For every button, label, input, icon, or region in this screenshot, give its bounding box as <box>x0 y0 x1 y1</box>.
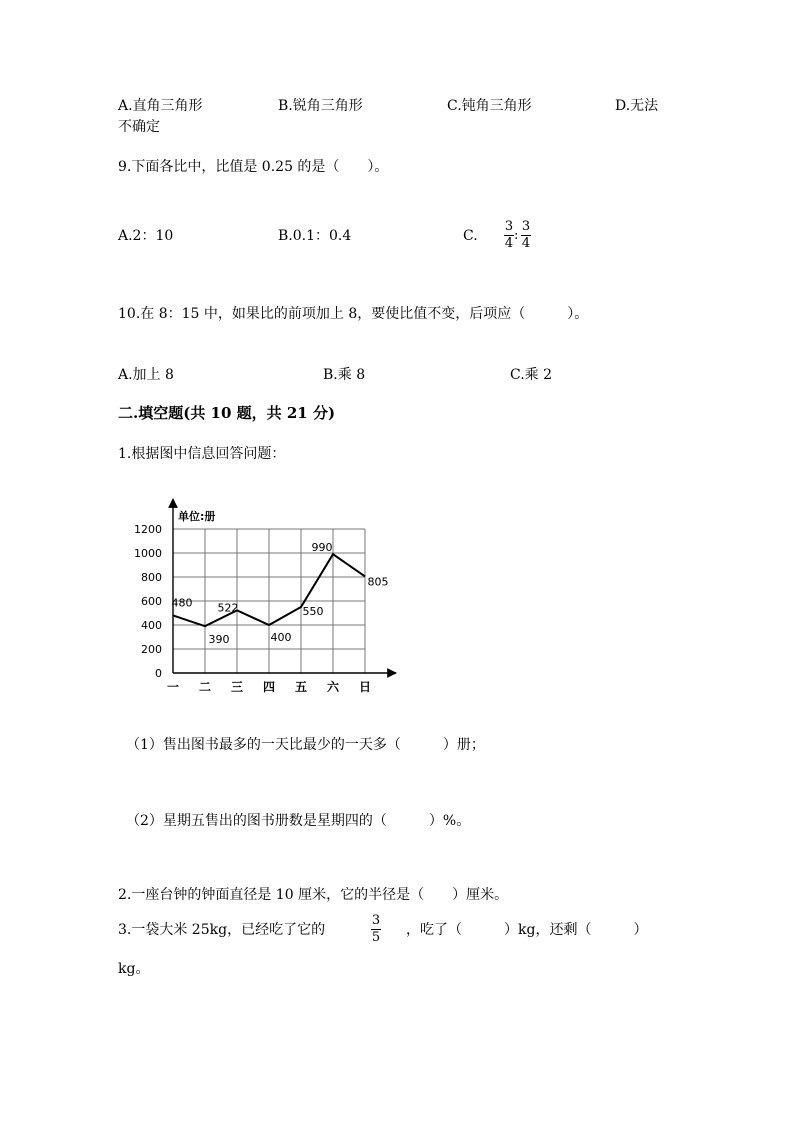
fq1-stem: 1.根据图中信息回答问题： <box>118 446 286 462</box>
fq3-line2: kg。 <box>118 961 150 977</box>
q9-option-b: B.0.1：0.4 <box>278 228 352 244</box>
q10-option-a: A.加上 8 <box>118 367 174 383</box>
data-labels <box>172 541 389 646</box>
data-label: 550 <box>302 605 324 618</box>
fraction-denominator: 4 <box>521 236 531 251</box>
fq3-fraction <box>371 914 381 945</box>
data-label: 805 <box>367 575 389 589</box>
y-tick-labels <box>134 523 162 680</box>
y-tick-label: 800 <box>141 571 162 584</box>
x-tick-label: 日 <box>358 680 372 694</box>
fraction-numerator: 3 <box>371 913 381 928</box>
data-label: 522 <box>217 601 239 615</box>
x-tick-label: 三 <box>230 680 244 694</box>
data-label: 390 <box>208 633 230 647</box>
y-tick-label: 1200 <box>134 523 162 536</box>
y-tick-label: 0 <box>155 667 162 680</box>
fraction-denominator: 4 <box>504 236 514 251</box>
fq1-sub1: （1）售出图书最多的一天比最少的一天多（ ）册； <box>126 737 485 753</box>
fraction-denominator: 5 <box>371 930 381 945</box>
fraction-numerator: 3 <box>521 219 531 234</box>
x-tick-label: 一 <box>166 680 180 694</box>
fq1-sub2: （2）星期五售出的图书册数是星期四的（ ）%。 <box>126 813 471 829</box>
fq3-part2: ，吃了（ ）kg，还剩（ ） <box>406 922 648 938</box>
q10-stem: 10.在 8：15 中，如果比的前项加上 8，要使比值不变，后项应（ ）。 <box>118 306 589 322</box>
x-tick-label: 六 <box>326 680 340 694</box>
fq3-part1: 3.一袋大米 25kg，已经吃了它的 <box>118 922 326 938</box>
data-label: 480 <box>171 596 193 610</box>
y-tick-label: 1000 <box>134 547 162 560</box>
q10-option-c: C.乘 2 <box>510 367 553 383</box>
fraction-numerator: 3 <box>504 219 514 234</box>
q8-option-a: A.直角三角形 <box>118 98 203 114</box>
section-title: 二.填空题(共 10 题，共 21 分) <box>118 404 336 422</box>
fq2-stem: 2.一座台钟的钟面直径是 10 厘米，它的半径是（ ）厘米。 <box>118 887 509 903</box>
q9-option-c-fraction-1 <box>504 220 514 251</box>
data-label: 990 <box>311 541 333 555</box>
q8-option-b: B.锐角三角形 <box>278 98 363 114</box>
q9-option-c-label: C. <box>463 228 478 244</box>
chart-grid <box>173 529 365 673</box>
q10-option-b: B.乘 8 <box>323 367 366 383</box>
y-tick-label: 400 <box>141 619 162 632</box>
y-tick-label: 200 <box>141 643 162 656</box>
data-label: 400 <box>270 631 292 644</box>
q9-option-c-fraction-2 <box>521 220 531 251</box>
q9-option-a: A.2：10 <box>118 228 174 244</box>
y-tick-label: 600 <box>141 595 162 608</box>
q8-option-d: D.无法 <box>615 98 659 114</box>
x-tick-label: 五 <box>294 680 308 694</box>
q9-stem: 9.下面各比中，比值是 0.25 的是（ ）。 <box>118 159 389 175</box>
x-tick-labels <box>167 679 371 694</box>
x-tick-label: 二 <box>198 680 212 694</box>
q8-option-d-wrap: 不确定 <box>118 119 160 135</box>
q9-option-c-ratio-sign: : <box>514 228 519 243</box>
line-chart <box>120 490 420 700</box>
x-tick-label: 四 <box>262 680 276 694</box>
q8-option-c: C.钝角三角形 <box>447 98 532 114</box>
chart-y-label: 单位:册 <box>178 510 216 523</box>
